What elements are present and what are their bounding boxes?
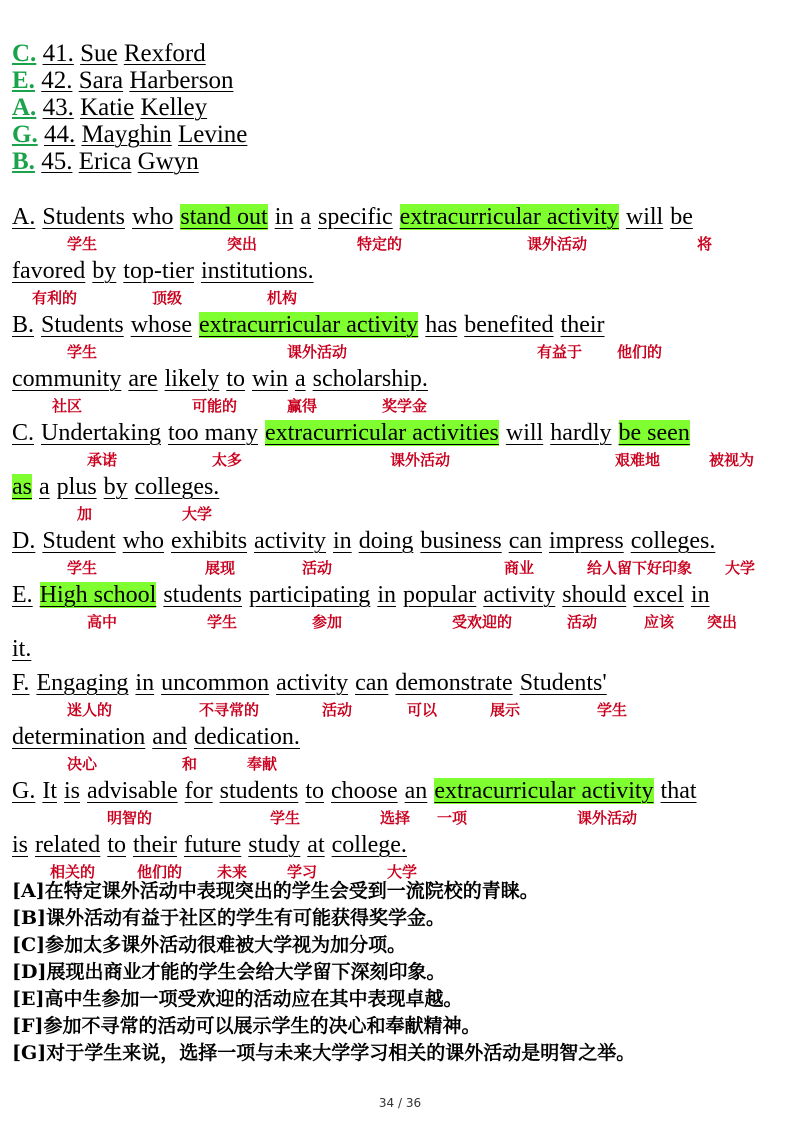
highlighted-phrase: stand out: [180, 204, 268, 230]
option-word: advisable: [87, 778, 178, 804]
chinese-gloss: 突出: [227, 235, 258, 253]
chinese-gloss: 学生: [207, 613, 238, 631]
page-total: 36: [405, 1096, 422, 1110]
gloss-line: [12, 700, 797, 720]
gloss-line: [12, 288, 797, 308]
option-word: plus: [56, 474, 97, 500]
translation-list: [12, 878, 635, 1067]
chinese-gloss: 赢得: [287, 397, 318, 415]
chinese-gloss: 他们的: [617, 343, 663, 361]
option-word: Students: [42, 204, 126, 230]
option-word: to: [107, 832, 126, 858]
chinese-gloss: 艰难地: [615, 451, 661, 469]
option-word: Students': [519, 670, 607, 696]
chinese-gloss: 给人留下好印象: [587, 559, 693, 577]
option-line: [12, 470, 797, 504]
option-word: will: [625, 204, 664, 230]
option-word: E.: [12, 582, 33, 608]
person-last-name: Rexford: [123, 40, 206, 67]
highlighted-phrase: extracurricular activity: [199, 312, 419, 338]
option-word: impress: [549, 528, 624, 554]
chinese-gloss: 迷人的: [67, 701, 113, 719]
option-word: F.: [12, 670, 30, 696]
option-line: [12, 524, 797, 558]
chinese-gloss: 有利的: [32, 289, 78, 307]
page-footer: [0, 1096, 800, 1110]
chinese-gloss: 大学: [725, 559, 756, 577]
option-word: win: [251, 366, 288, 392]
option-word: college.: [331, 832, 407, 858]
option-word: doing: [358, 528, 414, 554]
gloss-line: [12, 234, 797, 254]
translation-line: [D]展现出商业才能的学生会给大学留下深刻印象。: [12, 961, 446, 983]
options-section: [12, 200, 797, 882]
option-line: [12, 774, 797, 808]
chinese-gloss: 可以: [407, 701, 438, 719]
option-word: in: [377, 582, 396, 608]
chinese-gloss: 突出: [707, 613, 738, 631]
question-number: 44.: [43, 121, 76, 148]
person-last-name: Harberson: [129, 67, 234, 94]
option-word: at: [307, 832, 325, 858]
chinese-gloss: 机构: [267, 289, 298, 307]
option-word: be: [670, 204, 693, 230]
chinese-gloss: 决心: [67, 755, 98, 773]
gloss-line: [12, 612, 797, 632]
option-line: [12, 632, 797, 666]
page-number: 34: [378, 1096, 395, 1110]
answer-list: [12, 40, 247, 175]
option-word: to: [226, 366, 245, 392]
answer-letter: G.: [12, 121, 38, 148]
option-word: top-tier: [123, 258, 194, 284]
chinese-gloss: 活动: [322, 701, 353, 719]
chinese-gloss: 奉献: [247, 755, 278, 773]
gloss-line: [12, 342, 797, 362]
chinese-gloss: 大学: [387, 863, 418, 881]
chinese-gloss: 课外活动: [527, 235, 588, 253]
option-word: who: [132, 204, 174, 230]
highlighted-phrase: extracurricular activities: [264, 420, 499, 446]
option-word: business: [420, 528, 502, 554]
chinese-gloss: 学生: [270, 809, 301, 827]
option-word: their: [560, 312, 605, 338]
chinese-gloss: 课外活动: [390, 451, 451, 469]
chinese-gloss: 有益于: [537, 343, 583, 361]
option-word: It: [42, 778, 58, 804]
option-word: for: [184, 778, 213, 804]
chinese-gloss: 可能的: [192, 397, 238, 415]
option-word: related: [35, 832, 101, 858]
option-word: should: [562, 582, 627, 608]
option-word: it.: [12, 636, 32, 662]
option-word: community: [12, 366, 122, 392]
translation-line: [E]高中生参加一项受欢迎的活动应在其中表现卓越。: [12, 988, 463, 1010]
person-last-name: Kelley: [140, 94, 208, 121]
option-word: a: [39, 474, 50, 500]
option-word: study: [248, 832, 301, 858]
answer-letter: E.: [12, 67, 35, 94]
option-line: [12, 828, 797, 862]
option-word: Undertaking: [41, 420, 161, 446]
chinese-gloss: 明智的: [107, 809, 153, 827]
option-line: [12, 666, 797, 700]
option-word: students: [163, 582, 243, 608]
option-word: will: [505, 420, 544, 446]
option-word: and: [152, 724, 187, 750]
chinese-gloss: 活动: [302, 559, 333, 577]
chinese-gloss: 活动: [567, 613, 598, 631]
chinese-gloss: 大学: [182, 505, 213, 523]
answer-letter: C.: [12, 40, 37, 67]
chinese-gloss: 学生: [67, 235, 98, 253]
answer-item: [12, 94, 247, 121]
option-word: popular: [402, 582, 477, 608]
option-word: choose: [331, 778, 398, 804]
chinese-gloss: 商业: [504, 559, 535, 577]
option-word: can: [508, 528, 543, 554]
translation-line: [G]对于学生来说，选择一项与未来大学学习相关的课外活动是明智之举。: [12, 1042, 636, 1064]
option-word: exhibits: [171, 528, 248, 554]
option-word: B.: [12, 312, 35, 338]
chinese-gloss: 特定的: [357, 235, 403, 253]
answer-item: [12, 40, 247, 67]
chinese-gloss: 展现: [205, 559, 236, 577]
chinese-gloss: 学生: [67, 559, 98, 577]
chinese-gloss: 学习: [287, 863, 318, 881]
chinese-gloss: 奖学金: [382, 397, 428, 415]
option-word: a: [294, 366, 306, 392]
option-word: likely: [164, 366, 220, 392]
chinese-gloss: 和: [182, 755, 198, 773]
option-line: [12, 362, 797, 396]
option-word: favored: [12, 258, 86, 284]
translation-line: [C]参加太多课外活动很难被大学视为加分项。: [12, 934, 407, 956]
chinese-gloss: 顶级: [152, 289, 183, 307]
option-word: whose: [130, 312, 193, 338]
answer-item: [12, 67, 247, 94]
highlighted-phrase: High school: [39, 582, 157, 608]
option-word: dedication.: [193, 724, 300, 750]
person-last-name: Gwyn: [137, 148, 199, 175]
option-word: colleges.: [630, 528, 716, 554]
option-word: by: [103, 474, 128, 500]
person-first-name: Mayghin: [81, 121, 172, 148]
option-word: D.: [12, 528, 36, 554]
option-word: excel: [633, 582, 684, 608]
chinese-gloss: 加: [77, 505, 93, 523]
chinese-gloss: 参加: [312, 613, 343, 631]
answer-item: [12, 121, 247, 148]
option-word: in: [333, 528, 352, 554]
option-word: is: [12, 832, 29, 858]
person-first-name: Sara: [78, 67, 124, 94]
translation-line: [B]课外活动有益于社区的学生有可能获得奖学金。: [12, 907, 446, 929]
question-number: 41.: [42, 40, 74, 67]
chinese-gloss: 课外活动: [577, 809, 638, 827]
person-first-name: Katie: [80, 94, 135, 121]
option-word: benefited: [464, 312, 554, 338]
chinese-gloss: 不寻常的: [199, 701, 260, 719]
option-word: hardly: [550, 420, 612, 446]
option-word: can: [355, 670, 389, 696]
highlighted-phrase: extracurricular activity: [434, 778, 654, 804]
answer-letter: B.: [12, 148, 35, 175]
translation-line: [F]参加不寻常的活动可以展示学生的决心和奉献精神。: [12, 1015, 481, 1037]
chinese-gloss: 社区: [52, 397, 83, 415]
chinese-gloss: 受欢迎的: [452, 613, 513, 631]
option-word: in: [690, 582, 710, 608]
chinese-gloss: 太多: [212, 451, 243, 469]
person-last-name: Levine: [177, 121, 248, 148]
option-word: specific: [318, 204, 393, 230]
option-word: in: [274, 204, 294, 230]
option-word: scholarship.: [312, 366, 428, 392]
chinese-gloss: 课外活动: [287, 343, 348, 361]
highlighted-phrase: be seen: [618, 420, 690, 446]
question-number: 45.: [41, 148, 73, 175]
person-first-name: Erica: [78, 148, 132, 175]
option-word: their: [132, 832, 177, 858]
option-word: colleges.: [134, 474, 220, 500]
gloss-line: [12, 558, 797, 578]
chinese-gloss: 高中: [87, 613, 118, 631]
chinese-gloss: 选择: [380, 809, 411, 827]
option-word: is: [64, 778, 81, 804]
answer-letter: A.: [12, 94, 37, 121]
page-separator: /: [397, 1096, 403, 1110]
option-word: in: [135, 670, 155, 696]
option-word: a: [300, 204, 312, 230]
option-word: determination: [12, 724, 146, 750]
gloss-line: [12, 396, 797, 416]
option-line: [12, 200, 797, 234]
option-word: G.: [12, 778, 36, 804]
option-word: students: [219, 778, 299, 804]
option-line: [12, 254, 797, 288]
chinese-gloss: 展示: [490, 701, 521, 719]
question-number: 42.: [41, 67, 73, 94]
option-word: has: [425, 312, 458, 338]
chinese-gloss: 相关的: [50, 863, 96, 881]
option-word: Students: [41, 312, 124, 338]
option-word: uncommon: [161, 670, 270, 696]
option-word: who: [122, 528, 165, 554]
gloss-line: [12, 504, 797, 524]
option-word: are: [128, 366, 158, 392]
option-word: activity: [483, 582, 556, 608]
highlighted-phrase: extracurricular activity: [399, 204, 619, 230]
translation-line: [A]在特定课外活动中表现突出的学生会受到一流院校的青睐。: [12, 880, 539, 902]
option-word: to: [305, 778, 324, 804]
chinese-gloss: 将: [697, 235, 713, 253]
answer-item: [12, 148, 247, 175]
option-word: that: [660, 778, 697, 804]
option-line: [12, 416, 797, 450]
option-word: an: [404, 778, 428, 804]
gloss-line: [12, 450, 797, 470]
option-word: participating: [249, 582, 371, 608]
option-word: institutions.: [200, 258, 314, 284]
option-line: [12, 578, 797, 612]
option-word: activity: [254, 528, 327, 554]
option-word: Student: [42, 528, 116, 554]
option-line: [12, 308, 797, 342]
option-word: Engaging: [36, 670, 129, 696]
chinese-gloss: 他们的: [137, 863, 183, 881]
option-word: C.: [12, 420, 35, 446]
chinese-gloss: 应该: [644, 613, 675, 631]
option-word: demonstrate: [395, 670, 513, 696]
option-line: [12, 720, 797, 754]
chinese-gloss: 学生: [597, 701, 628, 719]
option-word: A.: [12, 204, 36, 230]
option-word: by: [92, 258, 117, 284]
person-first-name: Sue: [80, 40, 118, 67]
chinese-gloss: 承诺: [87, 451, 118, 469]
chinese-gloss: 学生: [67, 343, 98, 361]
option-word: future: [183, 832, 242, 858]
gloss-line: [12, 754, 797, 774]
option-word: activity: [276, 670, 349, 696]
question-number: 43.: [42, 94, 74, 121]
gloss-line: [12, 808, 797, 828]
option-word: too many: [167, 420, 258, 446]
chinese-gloss: 被视为: [709, 451, 755, 469]
chinese-gloss: 未来: [217, 863, 248, 881]
chinese-gloss: 一项: [437, 809, 468, 827]
highlighted-phrase: as: [12, 474, 32, 500]
